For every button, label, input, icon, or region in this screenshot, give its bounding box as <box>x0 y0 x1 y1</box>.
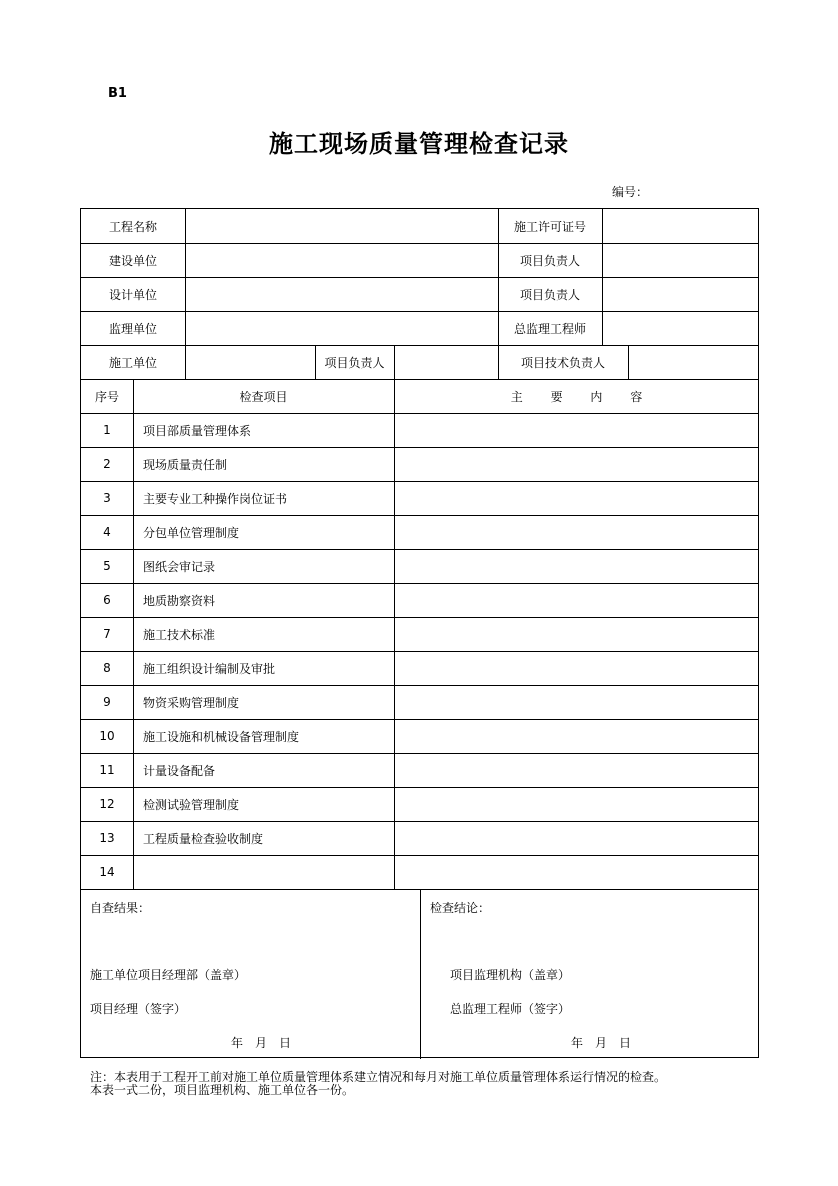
chief-engineer-field[interactable] <box>602 311 759 345</box>
inspection-org-seal: 项目监理机构（盖章） <box>450 968 571 982</box>
item-content-field[interactable] <box>394 719 759 753</box>
row-divider <box>81 787 759 788</box>
page-title: 施工现场质量管理检查记录 <box>269 129 569 158</box>
row-divider <box>81 311 759 312</box>
technical-manager-field[interactable] <box>628 345 759 379</box>
row-divider <box>81 447 759 448</box>
row-divider <box>81 413 759 414</box>
item-content-field[interactable] <box>394 787 759 821</box>
row-divider <box>81 379 759 380</box>
item-name: 施工组织设计编制及审批 <box>143 661 276 676</box>
self-check-date: 年 月 日 <box>231 1036 292 1050</box>
item-number: 10 <box>99 729 115 743</box>
design-manager-field[interactable] <box>602 277 759 311</box>
column-divider <box>498 209 499 345</box>
item-name: 图纸会审记录 <box>143 559 216 574</box>
item-content-field[interactable] <box>394 413 759 447</box>
column-divider <box>315 345 316 379</box>
row-divider <box>81 651 759 652</box>
item-content-field[interactable] <box>394 549 759 583</box>
footnote-line-1: 注：本表用于工程开工前对施工单位质量管理体系建立情况和每月对施工单位质量管理体系运行情况的检查。 <box>90 1070 667 1084</box>
construction-manager-field[interactable] <box>394 345 498 379</box>
inspection-form-table <box>80 208 759 1058</box>
item-number: 9 <box>103 695 111 709</box>
item-name: 主要专业工种操作岗位证书 <box>143 491 288 506</box>
self-check-signer: 项目经理（签字） <box>90 1002 187 1016</box>
item-number: 12 <box>99 797 115 811</box>
column-header-content: 主 要 内 容 <box>510 389 655 404</box>
column-header-item: 检查项目 <box>239 389 288 404</box>
item-name: 项目部质量管理体系 <box>143 423 252 438</box>
item-number: 5 <box>103 559 111 573</box>
inspection-heading: 检查结论： <box>430 901 491 915</box>
item-name: 检测试验管理制度 <box>143 797 240 812</box>
design-unit-field[interactable] <box>185 277 498 311</box>
row-divider <box>81 617 759 618</box>
form-code: B1 <box>108 86 127 101</box>
owner-unit-field[interactable] <box>185 243 498 277</box>
row-divider <box>81 753 759 754</box>
column-divider <box>394 345 395 889</box>
row-divider <box>81 549 759 550</box>
footnote <box>90 1071 666 1097</box>
item-content-field[interactable] <box>394 481 759 515</box>
inspection-date: 年 月 日 <box>571 1036 632 1050</box>
item-name: 分包单位管理制度 <box>143 525 240 540</box>
row-divider <box>81 481 759 482</box>
construction-unit-label: 施工单位 <box>108 355 157 370</box>
construction-manager-label: 项目负责人 <box>324 355 385 370</box>
item-name: 施工设施和机械设备管理制度 <box>143 729 300 744</box>
supervision-unit-field[interactable] <box>185 311 498 345</box>
footnote-line-2: 本表一式二份，项目监理机构、施工单位各一份。 <box>90 1083 355 1097</box>
item-content-field[interactable] <box>394 821 759 855</box>
item-number: 4 <box>103 525 111 539</box>
item-number: 2 <box>103 457 111 471</box>
owner-manager-label: 项目负责人 <box>519 253 580 268</box>
technical-manager-label: 项目技术负责人 <box>520 355 605 370</box>
permit-number-label: 施工许可证号 <box>513 219 586 234</box>
owner-unit-label: 建设单位 <box>108 253 157 268</box>
construction-unit-field[interactable] <box>185 345 315 379</box>
row-divider <box>81 855 759 856</box>
column-divider <box>602 209 603 345</box>
row-divider <box>81 719 759 720</box>
item-number: 6 <box>103 593 111 607</box>
project-name-label: 工程名称 <box>108 219 157 234</box>
item-name: 工程质量检查验收制度 <box>143 831 264 846</box>
item-number: 11 <box>99 763 115 777</box>
supervision-unit-label: 监理单位 <box>108 321 157 336</box>
design-manager-label: 项目负责人 <box>519 287 580 302</box>
column-divider <box>420 889 421 1059</box>
item-content-field[interactable] <box>394 515 759 549</box>
serial-number-label: 编号： <box>612 185 649 199</box>
item-name: 地质勘察资料 <box>143 593 216 608</box>
row-divider <box>81 821 759 822</box>
design-unit-label: 设计单位 <box>108 287 157 302</box>
item-name <box>133 855 394 889</box>
permit-number-field[interactable] <box>602 209 759 243</box>
row-divider <box>81 583 759 584</box>
item-number: 1 <box>103 423 111 437</box>
item-number: 14 <box>99 865 115 879</box>
item-content-field[interactable] <box>394 685 759 719</box>
self-check-heading: 自查结果： <box>90 901 151 915</box>
row-divider <box>81 515 759 516</box>
item-number: 8 <box>103 661 111 675</box>
column-divider <box>628 345 629 379</box>
column-divider <box>133 379 134 889</box>
column-header-no: 序号 <box>94 389 119 404</box>
chief-engineer-label: 总监理工程师 <box>513 321 586 336</box>
item-name: 现场质量责任制 <box>143 457 228 472</box>
row-divider <box>81 243 759 244</box>
column-divider <box>498 345 499 379</box>
item-number: 7 <box>103 627 111 641</box>
item-number: 13 <box>99 831 115 845</box>
item-name: 施工技术标准 <box>143 627 216 642</box>
item-content-field[interactable] <box>394 583 759 617</box>
row-divider <box>81 277 759 278</box>
project-name-field[interactable] <box>185 209 498 243</box>
column-divider <box>185 209 186 379</box>
row-divider <box>81 685 759 686</box>
item-content-field[interactable] <box>394 753 759 787</box>
row-divider <box>81 345 759 346</box>
inspection-signer: 总监理工程师（签字） <box>450 1002 571 1016</box>
item-name: 物资采购管理制度 <box>143 695 240 710</box>
self-check-org-seal: 施工单位项目经理部（盖章） <box>90 968 247 982</box>
item-content-field[interactable] <box>394 855 759 889</box>
owner-manager-field[interactable] <box>602 243 759 277</box>
item-content-field[interactable] <box>394 651 759 685</box>
item-content-field[interactable] <box>394 447 759 481</box>
item-number: 3 <box>103 491 111 505</box>
item-content-field[interactable] <box>394 617 759 651</box>
item-name: 计量设备配备 <box>143 763 216 778</box>
